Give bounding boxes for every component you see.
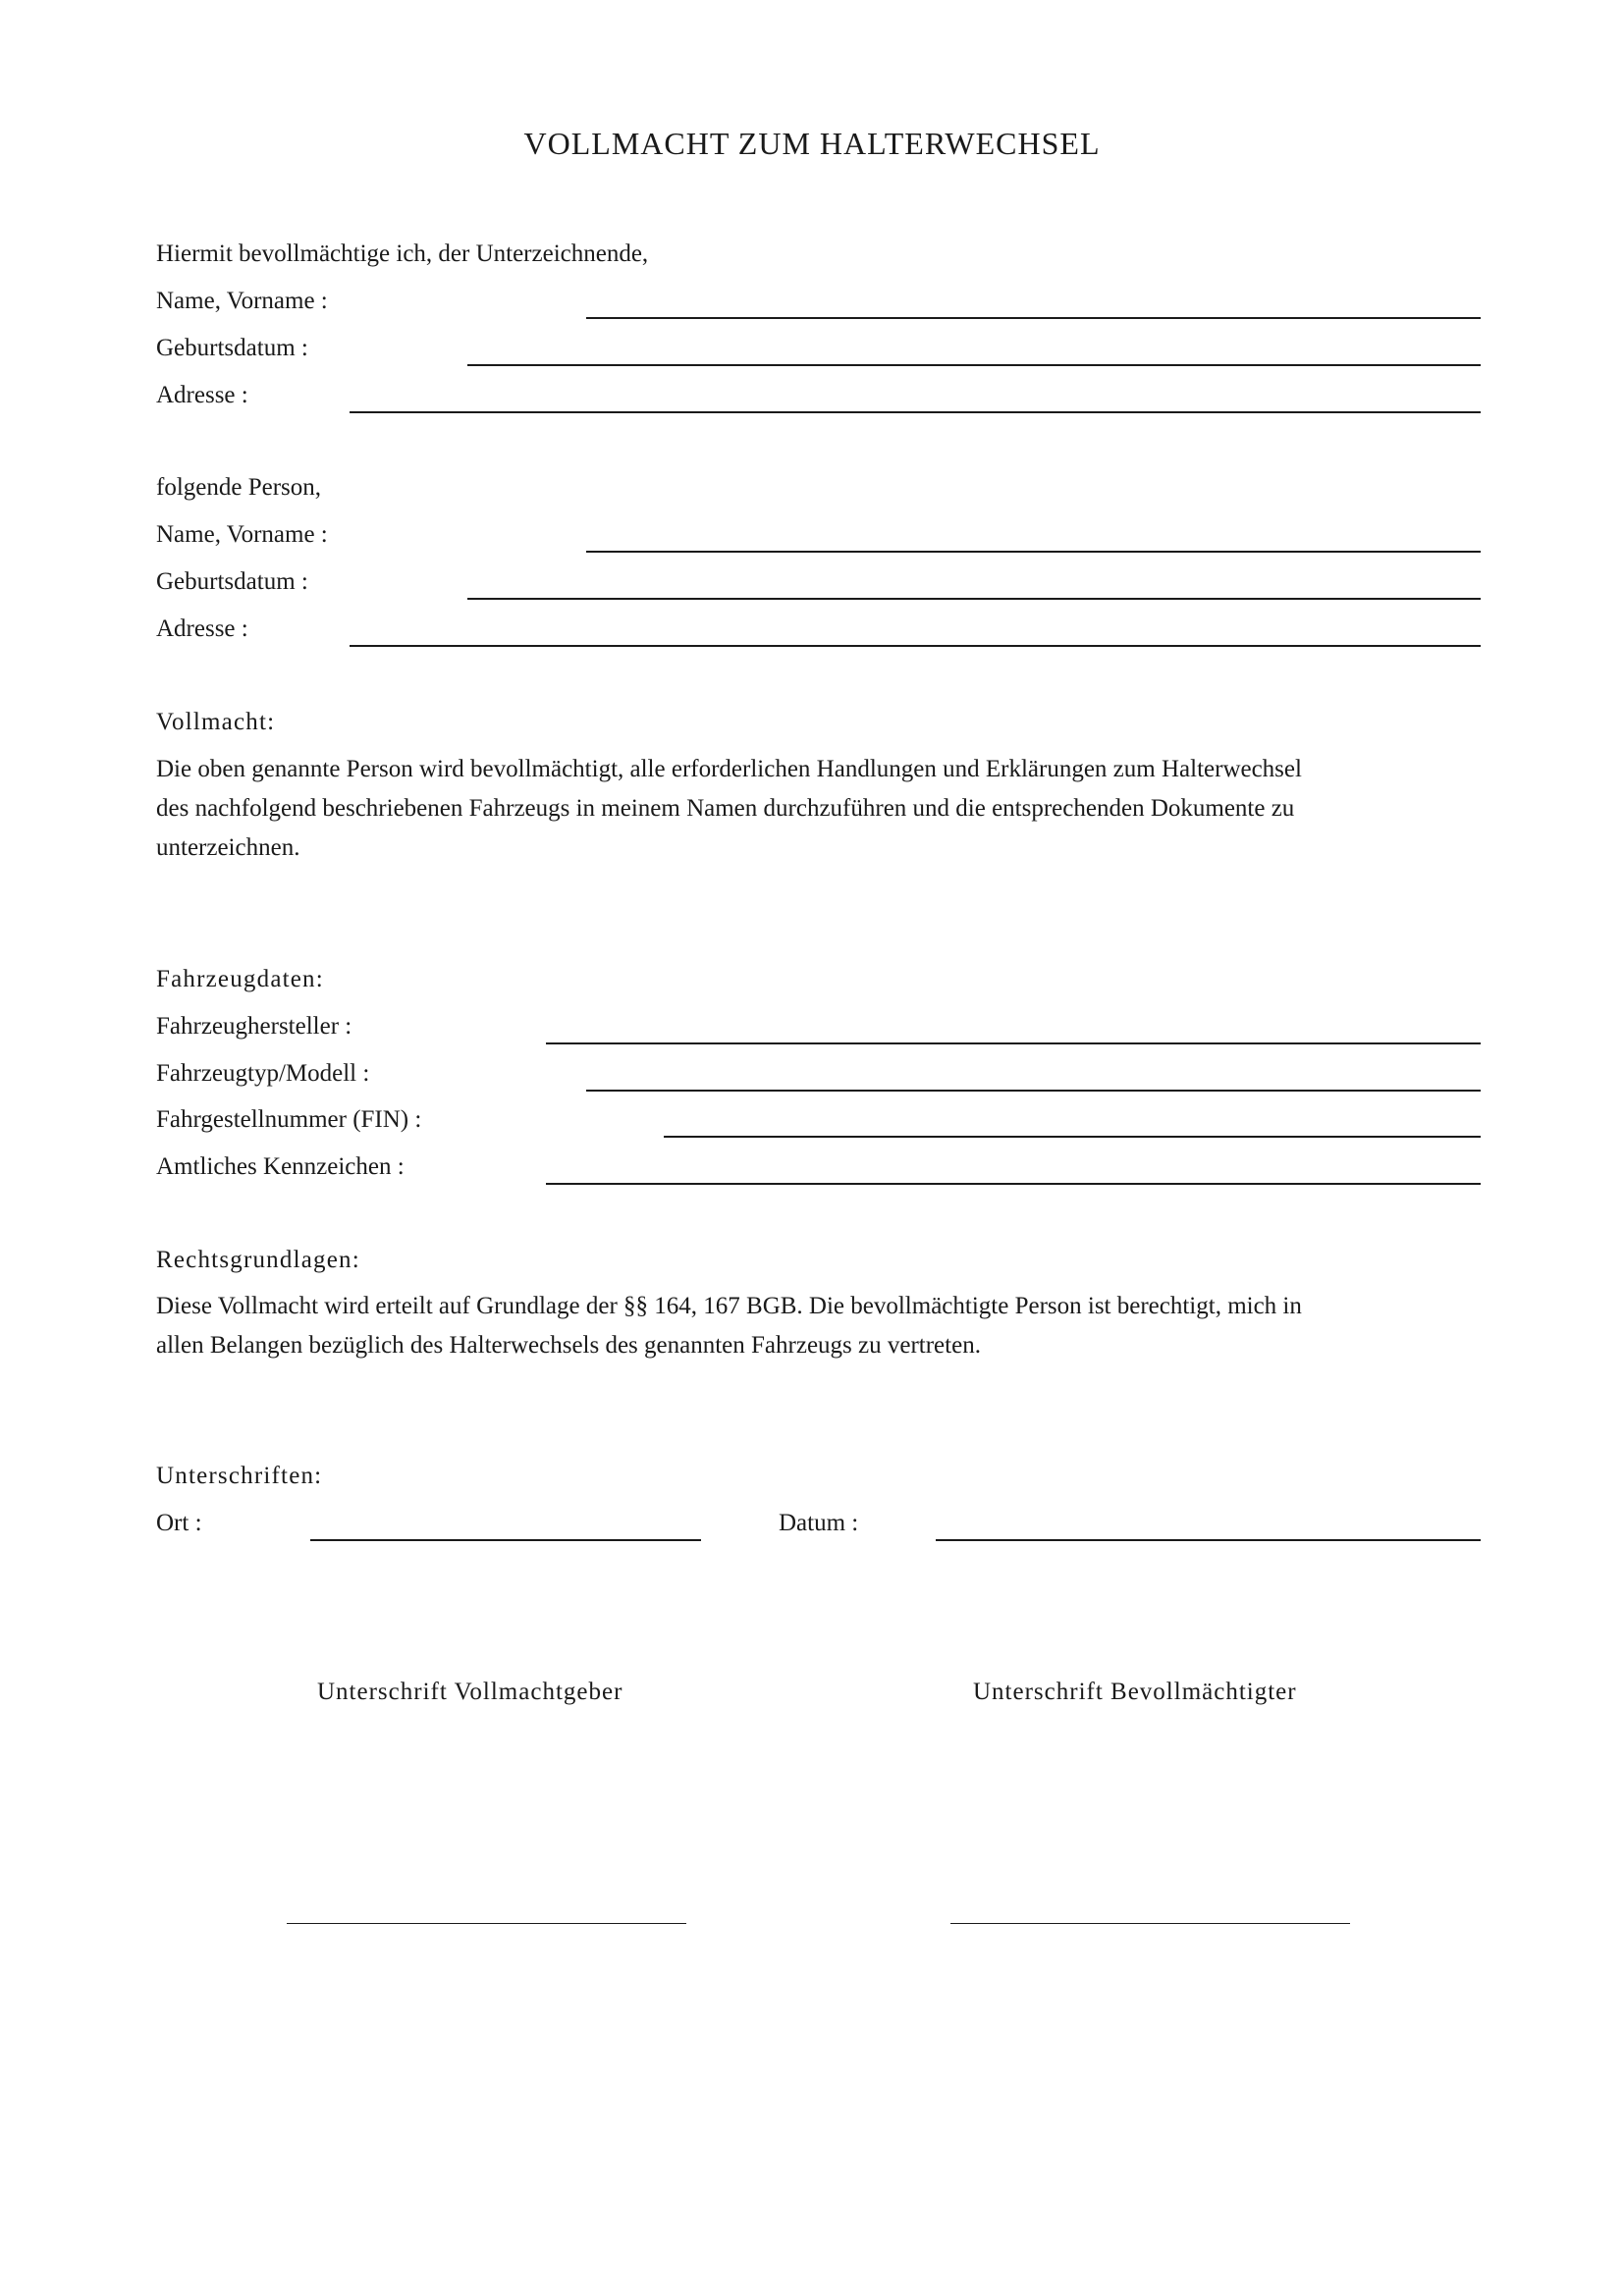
authority-heading: Vollmacht: [156,709,276,735]
grantor-signature-field[interactable] [287,1923,686,1924]
vehicle-plate-label: Amtliches Kennzeichen : [156,1153,405,1180]
attorney-signature-field[interactable] [950,1923,1350,1924]
attorney-name-field[interactable] [586,551,1481,553]
document-title: VOLLMACHT ZUM HALTERWECHSEL [523,126,1101,161]
attorney-intro: folgende Person, [156,474,322,501]
authority-line: des nachfolgend beschriebenen Fahrzeugs in meinem Namen durchzuführen und die entsprechenden Dokumente zu [156,795,1295,822]
authority-line: Die oben genannte Person wird bevollmächtigt, alle erforderlichen Handlungen und Erklärungen zum Halterwechsel [156,756,1302,782]
vehicle-vin-field[interactable] [664,1136,1481,1138]
legal-text [156,1287,1491,1365]
attorney-birthdate-field[interactable] [467,598,1481,600]
vehicle-heading: Fahrzeugdaten: [156,966,324,992]
grantor-name-field[interactable] [586,317,1481,319]
attorney-address-label: Adresse : [156,615,248,642]
grantor-address-field[interactable] [350,411,1481,413]
grantor-birthdate-label: Geburtsdatum : [156,335,308,361]
grantor-signature-label: Unterschrift Vollmachtgeber [317,1679,623,1705]
vehicle-model-field[interactable] [586,1090,1481,1092]
date-field[interactable] [936,1539,1481,1541]
grantor-address-label: Adresse : [156,382,248,408]
attorney-address-field[interactable] [350,645,1481,647]
legal-line: allen Belangen bezüglich des Halterwechsels des genannten Fahrzeugs zu vertreten. [156,1332,981,1359]
attorney-birthdate-label: Geburtsdatum : [156,568,308,595]
vehicle-plate-field[interactable] [546,1183,1481,1185]
grantor-birthdate-field[interactable] [467,364,1481,366]
legal-heading: Rechtsgrundlagen: [156,1247,360,1273]
legal-line: Diese Vollmacht wird erteilt auf Grundlage der §§ 164, 167 BGB. Die bevollmächtigte Person ist berechtigt, mich in [156,1293,1302,1319]
place-field[interactable] [310,1539,701,1541]
vehicle-vin-label: Fahrgestellnummer (FIN) : [156,1106,422,1133]
attorney-signature-label: Unterschrift Bevollmächtigter [973,1679,1297,1705]
place-label: Ort : [156,1510,202,1536]
vehicle-manufacturer-label: Fahrzeughersteller : [156,1013,352,1040]
attorney-name-label: Name, Vorname : [156,521,328,548]
signatures-heading: Unterschriften: [156,1463,323,1489]
grantor-intro: Hiermit bevollmächtige ich, der Unterzeichnende, [156,240,649,267]
vehicle-model-label: Fahrzeugtyp/Modell : [156,1060,370,1087]
grantor-name-label: Name, Vorname : [156,288,328,314]
date-label: Datum : [779,1510,859,1536]
authority-text [156,750,1491,868]
authority-line: unterzeichnen. [156,834,300,861]
vehicle-manufacturer-field[interactable] [546,1042,1481,1044]
